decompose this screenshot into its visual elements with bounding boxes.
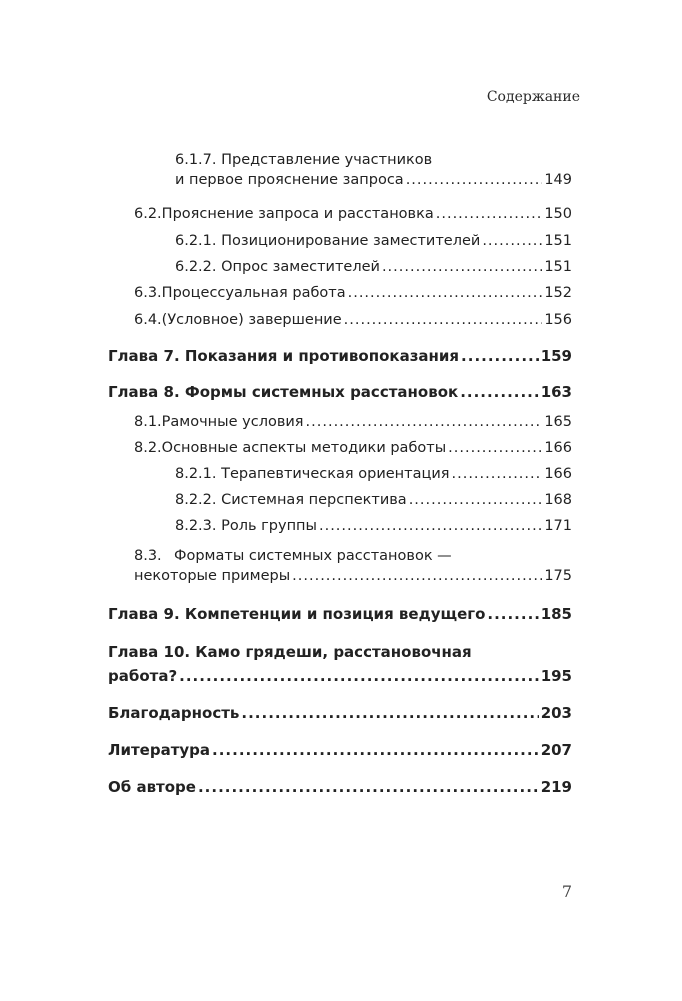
- toc-page: 165: [544, 414, 572, 430]
- leader-dots: [319, 516, 542, 536]
- leader-dots: [241, 703, 538, 723]
- leader-dots: [306, 412, 543, 432]
- toc-title-continued: и первое прояснение запроса: [175, 172, 404, 188]
- toc-title: Позиционирование заместителей: [221, 233, 481, 249]
- toc-entry-chapter-8[interactable]: [108, 382, 572, 402]
- toc-title: Глава 8. Формы системных расстановок: [108, 383, 459, 401]
- toc-title: Глава 9. Компетенции и позиция ведущего: [108, 605, 486, 623]
- toc-entry-about-author[interactable]: [108, 777, 572, 797]
- toc-entry-8-2[interactable]: [134, 438, 572, 458]
- toc-entry-6-1-7[interactable]: [175, 150, 572, 190]
- toc-page: 185: [540, 605, 572, 623]
- toc-title: Об авторе: [108, 778, 196, 796]
- toc-page: 163: [540, 383, 572, 401]
- leader-dots: [406, 170, 543, 190]
- leader-dots: [179, 664, 539, 688]
- toc-number: 6.2.1.: [175, 233, 217, 249]
- leader-dots: [448, 438, 542, 458]
- leader-dots: [436, 204, 543, 224]
- leader-dots: [212, 740, 539, 760]
- toc-entry-6-2-1[interactable]: [175, 231, 572, 251]
- toc-page: 166: [544, 466, 572, 482]
- toc-title-continued: некоторые примеры: [134, 568, 291, 584]
- toc-title: (Условное) завершение: [161, 312, 342, 328]
- running-header: Содержание: [486, 89, 580, 105]
- toc-entry-6-4[interactable]: [134, 310, 572, 330]
- toc-entry-6-3[interactable]: [134, 283, 572, 303]
- toc-entry-chapter-10[interactable]: [108, 640, 572, 688]
- toc-title-continued: работа?: [108, 667, 178, 685]
- toc-title: Процессуальная работа: [161, 285, 346, 301]
- toc-number: 6.4.: [134, 312, 162, 328]
- leader-dots: [461, 346, 539, 366]
- toc-entry-chapter-7[interactable]: [108, 346, 572, 366]
- leader-dots: [198, 777, 539, 797]
- toc-title: Представление участников: [221, 152, 433, 168]
- toc-title: Литература: [108, 741, 211, 759]
- toc-title: Системная перспектива: [221, 492, 407, 508]
- leader-dots: [382, 257, 542, 277]
- toc-number: 8.1.: [134, 414, 162, 430]
- toc-title: Роль группы: [221, 518, 317, 534]
- toc-number: 6.2.: [134, 206, 162, 222]
- toc-page: 175: [544, 568, 572, 584]
- toc-page: 207: [540, 741, 572, 759]
- toc-title: Основные аспекты методики работы: [161, 440, 447, 456]
- toc-title: Прояснение запроса и расстановка: [161, 206, 434, 222]
- toc-page: 152: [544, 285, 572, 301]
- toc-number: 8.2.1.: [175, 466, 217, 482]
- toc-number: 8.2.3.: [175, 518, 217, 534]
- toc-page: 203: [540, 704, 572, 722]
- leader-dots: [460, 382, 539, 402]
- toc-entry-8-2-3[interactable]: [175, 516, 572, 536]
- toc-entry-acknowledgments[interactable]: [108, 703, 572, 723]
- toc-page: 151: [544, 233, 572, 249]
- toc-page: 150: [544, 206, 572, 222]
- toc-title: Глава 7. Показания и противопоказания: [108, 347, 460, 365]
- toc-title: Рамочные условия: [161, 414, 304, 430]
- toc-number: 8.2.2.: [175, 492, 217, 508]
- toc-title: Терапевтическая ориентация: [221, 466, 450, 482]
- toc-page: 219: [540, 778, 572, 796]
- toc-page: 195: [540, 667, 572, 685]
- toc-page: 166: [544, 440, 572, 456]
- toc-page: 156: [544, 312, 572, 328]
- toc-number: 8.3.: [134, 548, 162, 564]
- toc-page: 171: [544, 518, 572, 534]
- toc-entry-literature[interactable]: [108, 740, 572, 760]
- toc-page: 151: [544, 259, 572, 275]
- toc-page: 159: [540, 347, 572, 365]
- toc-entry-8-3[interactable]: [134, 546, 572, 586]
- toc-title: Глава 10. Камо грядеши, расстановочная: [108, 643, 472, 661]
- toc-number: 6.2.2.: [175, 259, 217, 275]
- toc-entry-6-2-2[interactable]: [175, 257, 572, 277]
- toc-title: Опрос заместителей: [221, 259, 380, 275]
- toc-title: Форматы системных расстановок —: [174, 548, 452, 564]
- leader-dots: [409, 490, 543, 510]
- leader-dots: [482, 231, 542, 251]
- toc-page: 149: [544, 172, 572, 188]
- toc-entry-chapter-9[interactable]: [108, 604, 572, 624]
- page-number: 7: [561, 882, 572, 901]
- toc-entry-6-2[interactable]: [134, 204, 572, 224]
- toc-entry-8-2-1[interactable]: [175, 464, 572, 484]
- toc-entry-8-1[interactable]: [134, 412, 572, 432]
- toc-number: 8.2.: [134, 440, 162, 456]
- toc-entry-8-2-2[interactable]: [175, 490, 572, 510]
- leader-dots: [348, 283, 543, 303]
- toc-number: 6.3.: [134, 285, 162, 301]
- leader-dots: [292, 566, 542, 586]
- toc-title: Благодарность: [108, 704, 240, 722]
- leader-dots: [344, 310, 543, 330]
- leader-dots: [452, 464, 543, 484]
- leader-dots: [487, 604, 538, 624]
- toc-page: 168: [544, 492, 572, 508]
- toc-number: 6.1.7.: [175, 152, 217, 168]
